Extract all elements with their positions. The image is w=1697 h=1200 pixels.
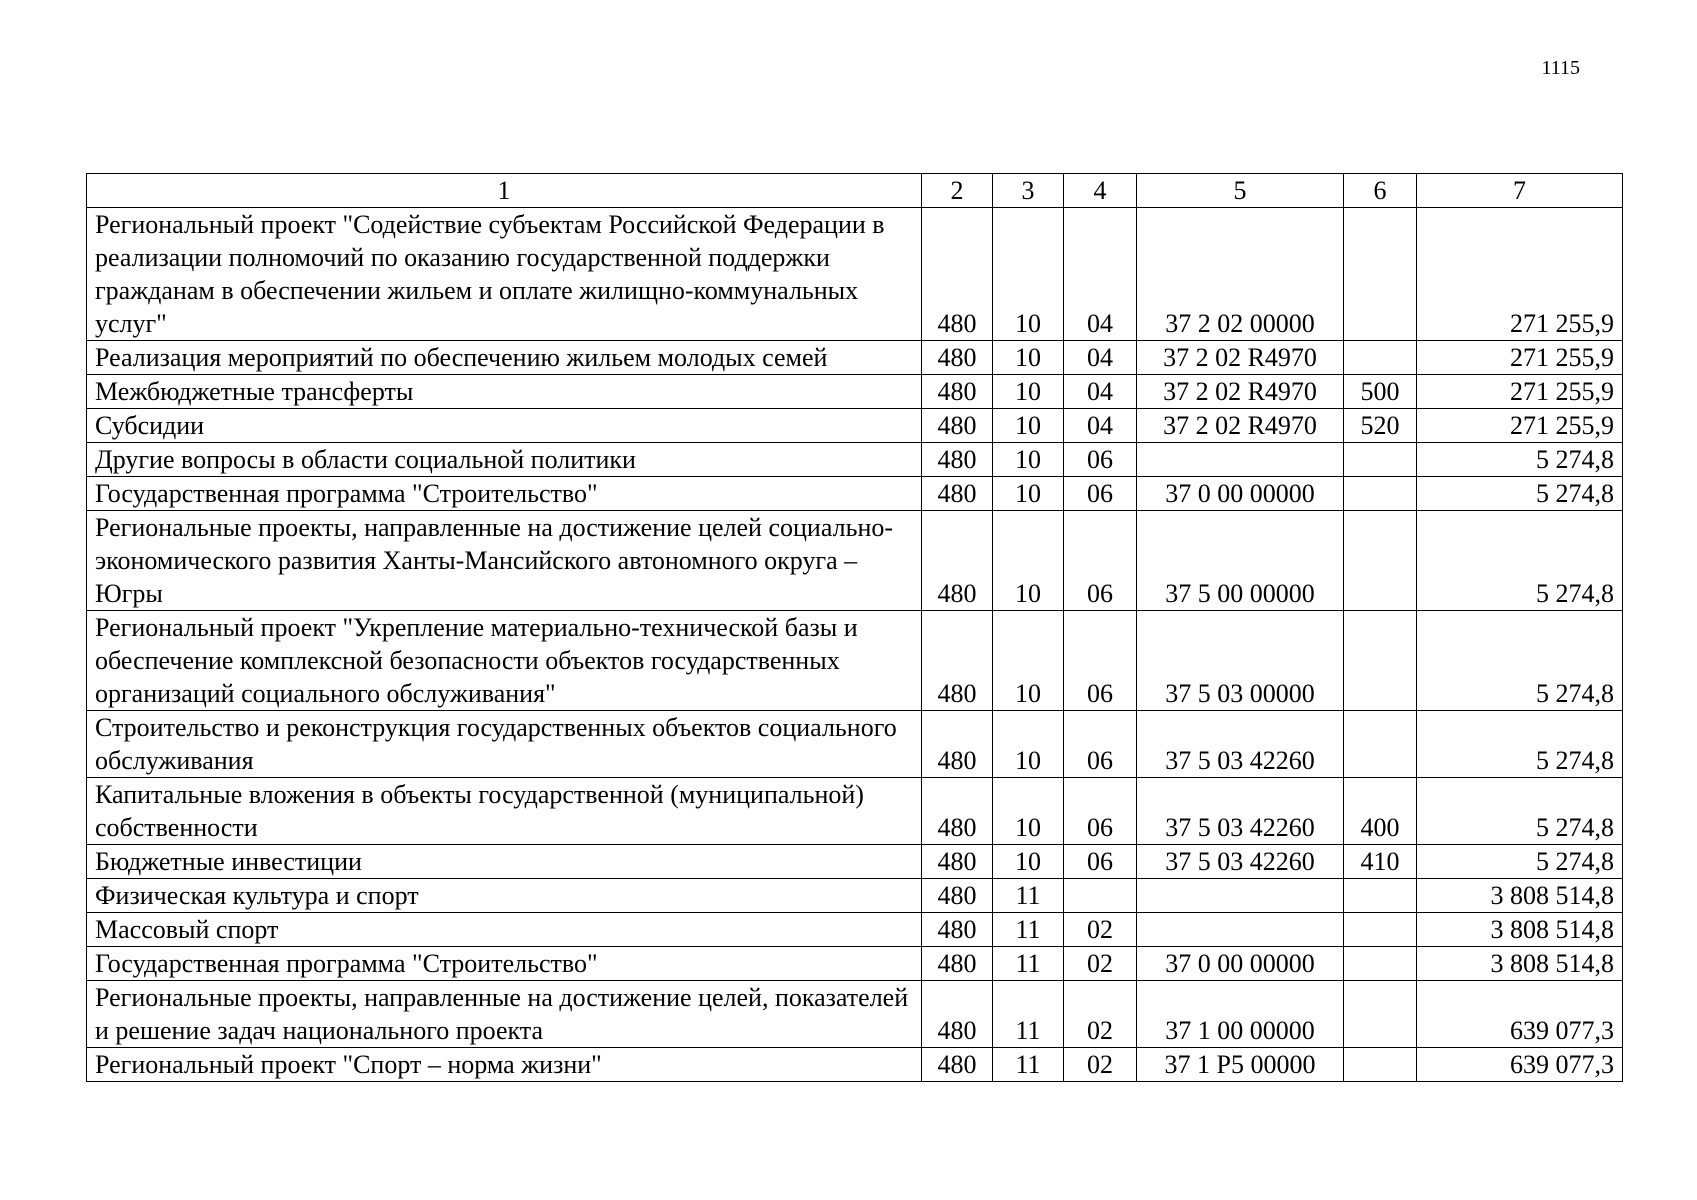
row-amount: 3 808 514,8: [1417, 947, 1623, 981]
row-col-2: 480: [922, 879, 993, 913]
row-col-2: 480: [922, 711, 993, 778]
row-col-3: 10: [993, 208, 1064, 341]
row-name: Субсидии: [87, 409, 922, 443]
row-col-3: 10: [993, 511, 1064, 611]
row-name: Региональный проект "Укрепление материально-технической базы и обеспечение комплексной безопасности объектов государственных организаций социального обслуживания": [87, 611, 922, 711]
row-col-6: 400: [1344, 778, 1417, 845]
row-col-2: 480: [922, 1048, 993, 1082]
row-name: Межбюджетные трансферты: [87, 375, 922, 409]
row-name: Другие вопросы в области социальной политики: [87, 443, 922, 477]
table-row: [87, 341, 1623, 375]
row-col-5: 37 2 02 00000: [1137, 208, 1344, 341]
row-col-4: 02: [1064, 947, 1137, 981]
table-row: [87, 611, 1623, 711]
row-amount: 5 274,8: [1417, 711, 1623, 778]
row-col-5: 37 1 00 00000: [1137, 981, 1344, 1048]
row-name: Капитальные вложения в объекты государственной (муниципальной) собственности: [87, 778, 922, 845]
row-col-2: 480: [922, 511, 993, 611]
row-col-4: 06: [1064, 443, 1137, 477]
row-col-3: 11: [993, 913, 1064, 947]
row-col-3: 10: [993, 409, 1064, 443]
column-header-2: 2: [922, 174, 993, 208]
row-col-4: 06: [1064, 611, 1137, 711]
column-header-3: 3: [993, 174, 1064, 208]
row-col-6: [1344, 1048, 1417, 1082]
row-col-2: 480: [922, 913, 993, 947]
row-col-2: 480: [922, 341, 993, 375]
row-amount: 271 255,9: [1417, 409, 1623, 443]
column-header-5: 5: [1137, 174, 1344, 208]
row-col-5: 37 5 03 42260: [1137, 778, 1344, 845]
budget-table: [86, 173, 1623, 1082]
row-col-5: 37 5 03 42260: [1137, 845, 1344, 879]
table-row: [87, 845, 1623, 879]
row-amount: 3 808 514,8: [1417, 913, 1623, 947]
row-name: Массовый спорт: [87, 913, 922, 947]
row-col-4: 06: [1064, 711, 1137, 778]
row-col-5: 37 1 P5 00000: [1137, 1048, 1344, 1082]
row-col-4: 04: [1064, 208, 1137, 341]
row-col-2: 480: [922, 208, 993, 341]
row-col-4: 06: [1064, 477, 1137, 511]
column-header-7: 7: [1417, 174, 1623, 208]
table-row: [87, 879, 1623, 913]
row-col-6: [1344, 477, 1417, 511]
row-col-3: 11: [993, 981, 1064, 1048]
row-col-4: [1064, 879, 1137, 913]
table-row: [87, 375, 1623, 409]
row-amount: 5 274,8: [1417, 778, 1623, 845]
row-col-5: 37 5 03 00000: [1137, 611, 1344, 711]
row-name: Строительство и реконструкция государственных объектов социального обслуживания: [87, 711, 922, 778]
row-col-6: 410: [1344, 845, 1417, 879]
row-col-3: 10: [993, 341, 1064, 375]
row-col-3: 10: [993, 778, 1064, 845]
column-header-1: 1: [87, 174, 922, 208]
row-col-2: 480: [922, 947, 993, 981]
row-col-4: 06: [1064, 511, 1137, 611]
table-row: [87, 443, 1623, 477]
table-row: [87, 511, 1623, 611]
table-row: [87, 711, 1623, 778]
row-name: Реализация мероприятий по обеспечению жильем молодых семей: [87, 341, 922, 375]
row-col-6: [1344, 208, 1417, 341]
row-col-5: [1137, 879, 1344, 913]
row-name: Региональные проекты, направленные на достижение целей социально-экономического развития Ханты-Мансийского автономного округа – Югры: [87, 511, 922, 611]
row-amount: 271 255,9: [1417, 375, 1623, 409]
row-amount: 5 274,8: [1417, 845, 1623, 879]
row-col-3: 10: [993, 711, 1064, 778]
row-amount: 5 274,8: [1417, 477, 1623, 511]
row-amount: 271 255,9: [1417, 208, 1623, 341]
row-col-6: 520: [1344, 409, 1417, 443]
row-col-4: 02: [1064, 981, 1137, 1048]
row-col-3: 11: [993, 947, 1064, 981]
page-number: 1115: [1541, 57, 1580, 79]
table-header-row: [87, 174, 1623, 208]
row-col-6: [1344, 879, 1417, 913]
table-row: [87, 778, 1623, 845]
table-row: [87, 981, 1623, 1048]
row-col-5: 37 0 00 00000: [1137, 477, 1344, 511]
row-col-4: 04: [1064, 409, 1137, 443]
row-col-2: 480: [922, 443, 993, 477]
row-col-4: 02: [1064, 913, 1137, 947]
row-amount: 5 274,8: [1417, 511, 1623, 611]
row-col-4: 04: [1064, 341, 1137, 375]
row-name: Бюджетные инвестиции: [87, 845, 922, 879]
row-col-6: [1344, 913, 1417, 947]
row-amount: 271 255,9: [1417, 341, 1623, 375]
row-col-6: [1344, 711, 1417, 778]
row-col-6: [1344, 443, 1417, 477]
row-name: Региональный проект "Спорт – норма жизни": [87, 1048, 922, 1082]
table-row: [87, 208, 1623, 341]
row-name: Государственная программа "Строительство": [87, 477, 922, 511]
row-col-2: 480: [922, 981, 993, 1048]
row-col-3: 10: [993, 443, 1064, 477]
row-col-5: 37 5 00 00000: [1137, 511, 1344, 611]
row-col-2: 480: [922, 375, 993, 409]
row-amount: 5 274,8: [1417, 443, 1623, 477]
row-col-3: 11: [993, 1048, 1064, 1082]
row-col-4: 06: [1064, 845, 1137, 879]
row-name: Государственная программа "Строительство": [87, 947, 922, 981]
column-header-4: 4: [1064, 174, 1137, 208]
row-col-3: 10: [993, 611, 1064, 711]
row-col-3: 10: [993, 477, 1064, 511]
row-name: Региональный проект "Содействие субъектам Российской Федерации в реализации полномочий по оказанию государственной поддержки гражданам в обеспечении жильем и оплате жилищно-коммунальных услуг": [87, 208, 922, 341]
row-amount: 639 077,3: [1417, 981, 1623, 1048]
table-row: [87, 1048, 1623, 1082]
table-row: [87, 913, 1623, 947]
row-amount: 639 077,3: [1417, 1048, 1623, 1082]
row-col-3: 10: [993, 375, 1064, 409]
row-col-2: 480: [922, 778, 993, 845]
row-col-4: 06: [1064, 778, 1137, 845]
row-name: Региональные проекты, направленные на достижение целей, показателей и решение задач национального проекта: [87, 981, 922, 1048]
row-col-5: 37 5 03 42260: [1137, 711, 1344, 778]
row-col-2: 480: [922, 611, 993, 711]
row-col-2: 480: [922, 409, 993, 443]
row-col-4: 04: [1064, 375, 1137, 409]
row-col-2: 480: [922, 845, 993, 879]
row-col-3: 10: [993, 845, 1064, 879]
table-row: [87, 477, 1623, 511]
table-row: [87, 409, 1623, 443]
row-col-6: [1344, 947, 1417, 981]
row-col-2: 480: [922, 477, 993, 511]
row-name: Физическая культура и спорт: [87, 879, 922, 913]
row-col-6: 500: [1344, 375, 1417, 409]
row-col-4: 02: [1064, 1048, 1137, 1082]
row-col-5: 37 0 00 00000: [1137, 947, 1344, 981]
row-col-6: [1344, 611, 1417, 711]
row-col-5: 37 2 02 R4970: [1137, 409, 1344, 443]
row-amount: 5 274,8: [1417, 611, 1623, 711]
row-col-5: 37 2 02 R4970: [1137, 341, 1344, 375]
row-col-6: [1344, 511, 1417, 611]
row-col-3: 11: [993, 879, 1064, 913]
column-header-6: 6: [1344, 174, 1417, 208]
table-row: [87, 947, 1623, 981]
row-col-6: [1344, 981, 1417, 1048]
row-col-5: [1137, 913, 1344, 947]
row-col-5: 37 2 02 R4970: [1137, 375, 1344, 409]
row-amount: 3 808 514,8: [1417, 879, 1623, 913]
row-col-6: [1344, 341, 1417, 375]
row-col-5: [1137, 443, 1344, 477]
